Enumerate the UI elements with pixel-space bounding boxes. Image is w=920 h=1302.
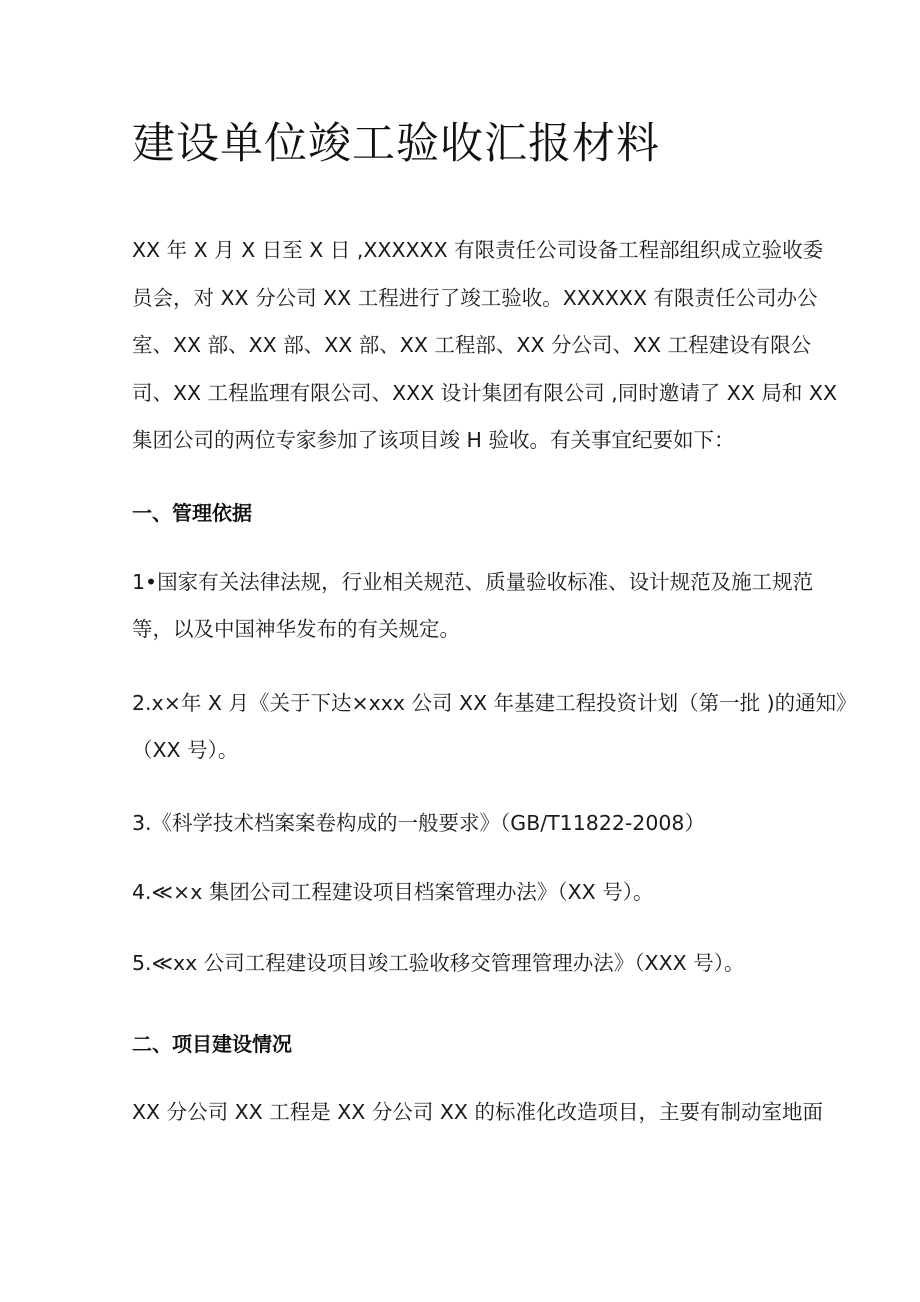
basis-item-line: 5.≪xx 公司工程建设项目竣工验收移交管理管理办法》（XXX 号）。 bbox=[132, 951, 745, 975]
basis-item-line: 3.《科学技术档案案卷构成的一般要求》（GB/T11822-2008） bbox=[132, 811, 705, 835]
basis-item-3 bbox=[132, 800, 705, 847]
intro-line: 集团公司的两位专家参加了该项目竣 H 验收。有关事宜纪要如下： bbox=[132, 428, 735, 453]
project-status-paragraph bbox=[132, 1089, 823, 1136]
basis-item-5 bbox=[132, 940, 744, 987]
section-heading-management-basis: 一、管理依据 bbox=[132, 501, 252, 525]
project-status-line: XX 分公司 XX 工程是 XX 分公司 XX 的标准化改造项目，主要有制动室地面 bbox=[132, 1100, 823, 1124]
basis-item-2 bbox=[132, 680, 857, 774]
intro-line: XX 年 X 月 X 日至 X 日 ,XXXXXX 有限责任公司设备工程部组织成立验收委 bbox=[132, 238, 824, 262]
section-heading-project-status: 二、项目建设情况 bbox=[132, 1032, 292, 1056]
basis-item-line: 等，以及中国神华发布的有关规定。 bbox=[132, 617, 460, 641]
intro-line: 室、XX 部、XX 部、XX 部、XX 工程部、XX 分公司、XX 工程建设有限公 bbox=[132, 333, 812, 358]
document-title: 建设单位竣工验收汇报材料 bbox=[132, 119, 660, 169]
intro-line: 司、XX 工程监理有限公司、XXX 设计集团有限公司 ,同时邀请了 XX 局和 XX bbox=[132, 380, 838, 405]
intro-line: 员会，对 XX 分公司 XX 工程进行了竣工验收。XXXXXX 有限责任公司办公 bbox=[132, 285, 818, 310]
basis-item-line: （XX 号）。 bbox=[132, 738, 239, 762]
basis-item-line: 1•国家有关法律法规，行业相关规范、质量验收标准、设计规范及施工规范 bbox=[132, 570, 814, 594]
intro-paragraph bbox=[132, 227, 838, 465]
basis-item-line: 4.≪×x 集团公司工程建设项目档案管理办法》（XX 号）。 bbox=[132, 880, 654, 904]
basis-item-1 bbox=[132, 559, 813, 653]
basis-item-4 bbox=[132, 869, 653, 916]
basis-item-line: 2.x×年 X 月《关于下达×xxx 公司 XX 年基建工程投资计划（第一批 )的通知》 bbox=[132, 691, 857, 715]
